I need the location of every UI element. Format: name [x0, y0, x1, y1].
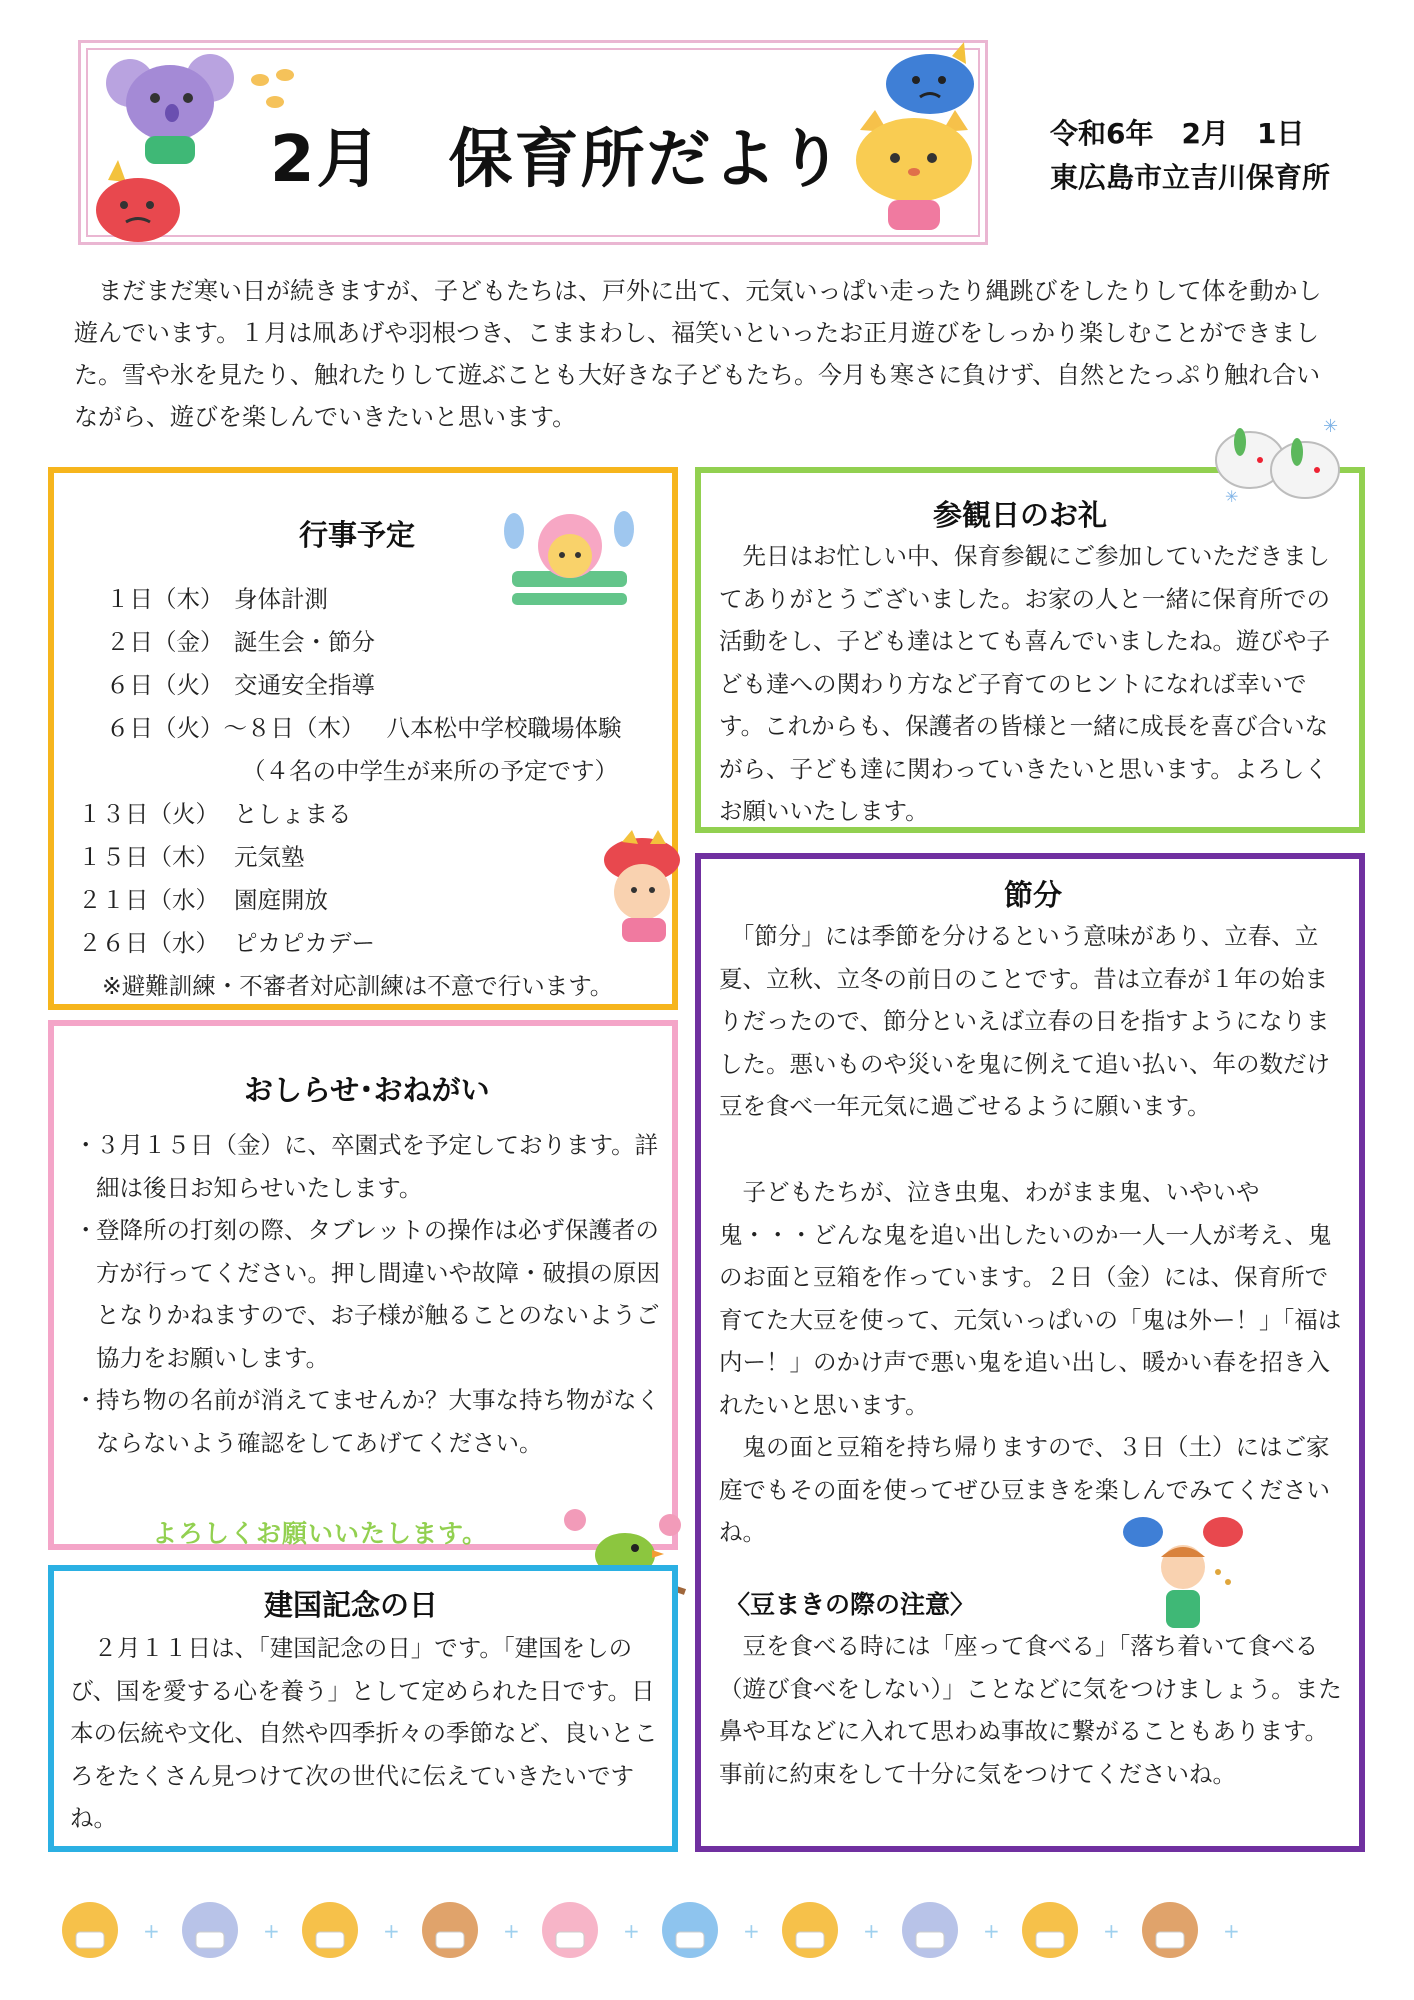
- notice-item: ・ 持ち物の名前が消えてませんか？大事な持ち物がなくならないよう確認をしてあげてください。: [74, 1386, 660, 1457]
- schedule-item: ２日（金） 誕生会・節分: [106, 628, 375, 656]
- schedule-item-note: （４名の中学生が来所の予定です）: [242, 757, 618, 785]
- svg-text:+: +: [863, 1919, 880, 1943]
- winter-bench-illustration: [494, 501, 644, 626]
- foundation-box: [48, 1565, 678, 1852]
- notice-title: おしらせ･おねがい: [244, 1073, 490, 1107]
- svg-text:+: +: [503, 1919, 520, 1943]
- svg-text:+: +: [143, 1919, 160, 1943]
- blue-oni-illustration: [880, 42, 980, 117]
- koala-illustration: [100, 48, 240, 168]
- snow-rabbit-illustration: [1205, 410, 1355, 510]
- schedule-item: １日（木） 身体計測: [106, 585, 328, 613]
- bean-throwing-illustration: [1118, 1512, 1248, 1632]
- setsubun-title: 節分: [1004, 878, 1063, 912]
- svg-text:+: +: [1223, 1919, 1240, 1943]
- schedule-item: ６日（火）～８日（木） 八本松中学校職場体験: [106, 714, 622, 742]
- setsubun-paragraph-4: 豆を食べる時には「座って食べる」「落ち着いて食べる（遊び食べをしない）」ことなどに気をつけましょう。また鼻や耳などに入れて思わぬ事故に繋がることもあります。事前に約束をして十分に気をつけてくださいね。: [719, 1632, 1342, 1788]
- notice-item: ・ ３月１５日（金）に、卒園式を予定しております。詳細は後日お知らせいたします。: [74, 1131, 659, 1202]
- schedule-box: [48, 467, 678, 1010]
- organization-name: 東広島市立吉川保育所: [1050, 161, 1331, 194]
- foundation-text: ２月１１日は、「建国記念の日」です。「建国をしのび、国を愛する心を養う」として定められた日です。日本の伝統や文化、自然や四季折々の季節など、良いところをたくさん見つけて次の世代に伝えていきたいですね。: [70, 1634, 658, 1832]
- svg-text:+: +: [743, 1919, 760, 1943]
- notice-list: [74, 1124, 666, 1464]
- svg-text:+: +: [263, 1919, 280, 1943]
- svg-text:+: +: [983, 1919, 1000, 1943]
- child-oni-mask-illustration: [592, 830, 702, 945]
- notice-item: ・ 登降所の打刻の際、タブレットの操作は必ず保護者の方が行ってください。押し間違いや故障・破損の原因となりかねますので、お子様が触ることのないようご協力をお願いします。: [74, 1216, 660, 1372]
- schedule-item: １５日（木） 元気塾: [78, 843, 305, 871]
- issue-date: 令和6年 2月 1日: [1050, 117, 1305, 150]
- thanks-title: 参観日のお礼: [933, 498, 1108, 532]
- notice-box: [48, 1020, 678, 1550]
- thanks-text: 先日はお忙しい中、保育参観にご参加していただきましてありがとうございました。お家の人と一緒に保育所での活動をし、子ども達はとても喜んでいましたね。遊びや子ども達への関わり方など子育てのヒントになれば幸いです。これからも、保護者の皆様と一緒に成長を喜び合いながら、子ども達に関わっていきたいと思います。よろしくお願いいたします。: [719, 542, 1330, 825]
- animal-border-decoration: [50, 1890, 1370, 1970]
- foundation-title: 建国記念の日: [264, 1588, 439, 1622]
- setsubun-paragraph-2: 子どもたちが、泣き虫鬼、わがまま鬼、いやいや鬼・・・どんな鬼を追い出したいのか一人一人が考え、鬼のお面と豆箱を作っています。２日（金）には、保育所で育てた大豆を使って、元気いっぱいの「鬼は外ー！」「福は内ー！」のかけ声で悪い鬼を追い出し、暖かい春を招き入れたいと思います。: [719, 1178, 1342, 1419]
- notice-closing: よろしくお願いいたします。: [152, 1519, 489, 1548]
- schedule-note: ※避難訓練・不審者対応訓練は不意で行います。: [102, 972, 614, 1000]
- svg-text:✳: ✳: [1225, 487, 1239, 506]
- intro-paragraph: まだまだ寒い日が続きますが、子どもたちは、戸外に出て、元気いっぱい走ったり縄跳びをしたりして体を動かし遊んでいます。１月は凧あげや羽根つき、こままわし、福笑いといったお正月遊びをしっかり楽しむことができました。雪や氷を見たり、触れたりして遊ぶことも大好きな子どもたち。今月も寒さに負けず、自然とたっぷり触れ合いながら、遊びを楽しんでいきたいと思います。: [74, 277, 1322, 431]
- schedule-item: ２６日（水） ピカピカデー: [78, 929, 375, 957]
- red-oni-illustration: [88, 160, 188, 245]
- schedule-item: ６日（火） 交通安全指導: [106, 671, 375, 699]
- setsubun-paragraph-3: 鬼の面と豆箱を持ち帰りますので、３日（土）にはご家庭でもその面を使ってぜひ豆まきを楽しんでみてくださいね。: [719, 1433, 1330, 1546]
- svg-text:✳: ✳: [1323, 416, 1339, 437]
- bean-caution-heading: 〈豆まきの際の注意〉: [725, 1590, 976, 1619]
- schedule-item: ２１日（水） 園庭開放: [78, 886, 328, 914]
- svg-text:+: +: [383, 1919, 400, 1943]
- page-title: 2月 保育所だより: [270, 123, 845, 197]
- schedule-title: 行事予定: [299, 518, 416, 552]
- setsubun-paragraph-1: 「節分」には季節を分けるという意味があり、立春、立夏、立秋、立冬の前日のことです。昔は立春が１年の始まりだったので、節分といえば立春の日を指すようになりました。悪いものや災いを鬼に例えて追い払い、年の数だけ豆を食べ一年元気に過ごせるように願います。: [719, 922, 1330, 1120]
- schedule-item: １３日（火） としょまる: [78, 800, 352, 828]
- setsubun-box: [695, 853, 1365, 1852]
- svg-text:+: +: [1103, 1919, 1120, 1943]
- svg-text:+: +: [623, 1919, 640, 1943]
- cat-illustration: [840, 110, 990, 240]
- thanks-box: [695, 467, 1365, 833]
